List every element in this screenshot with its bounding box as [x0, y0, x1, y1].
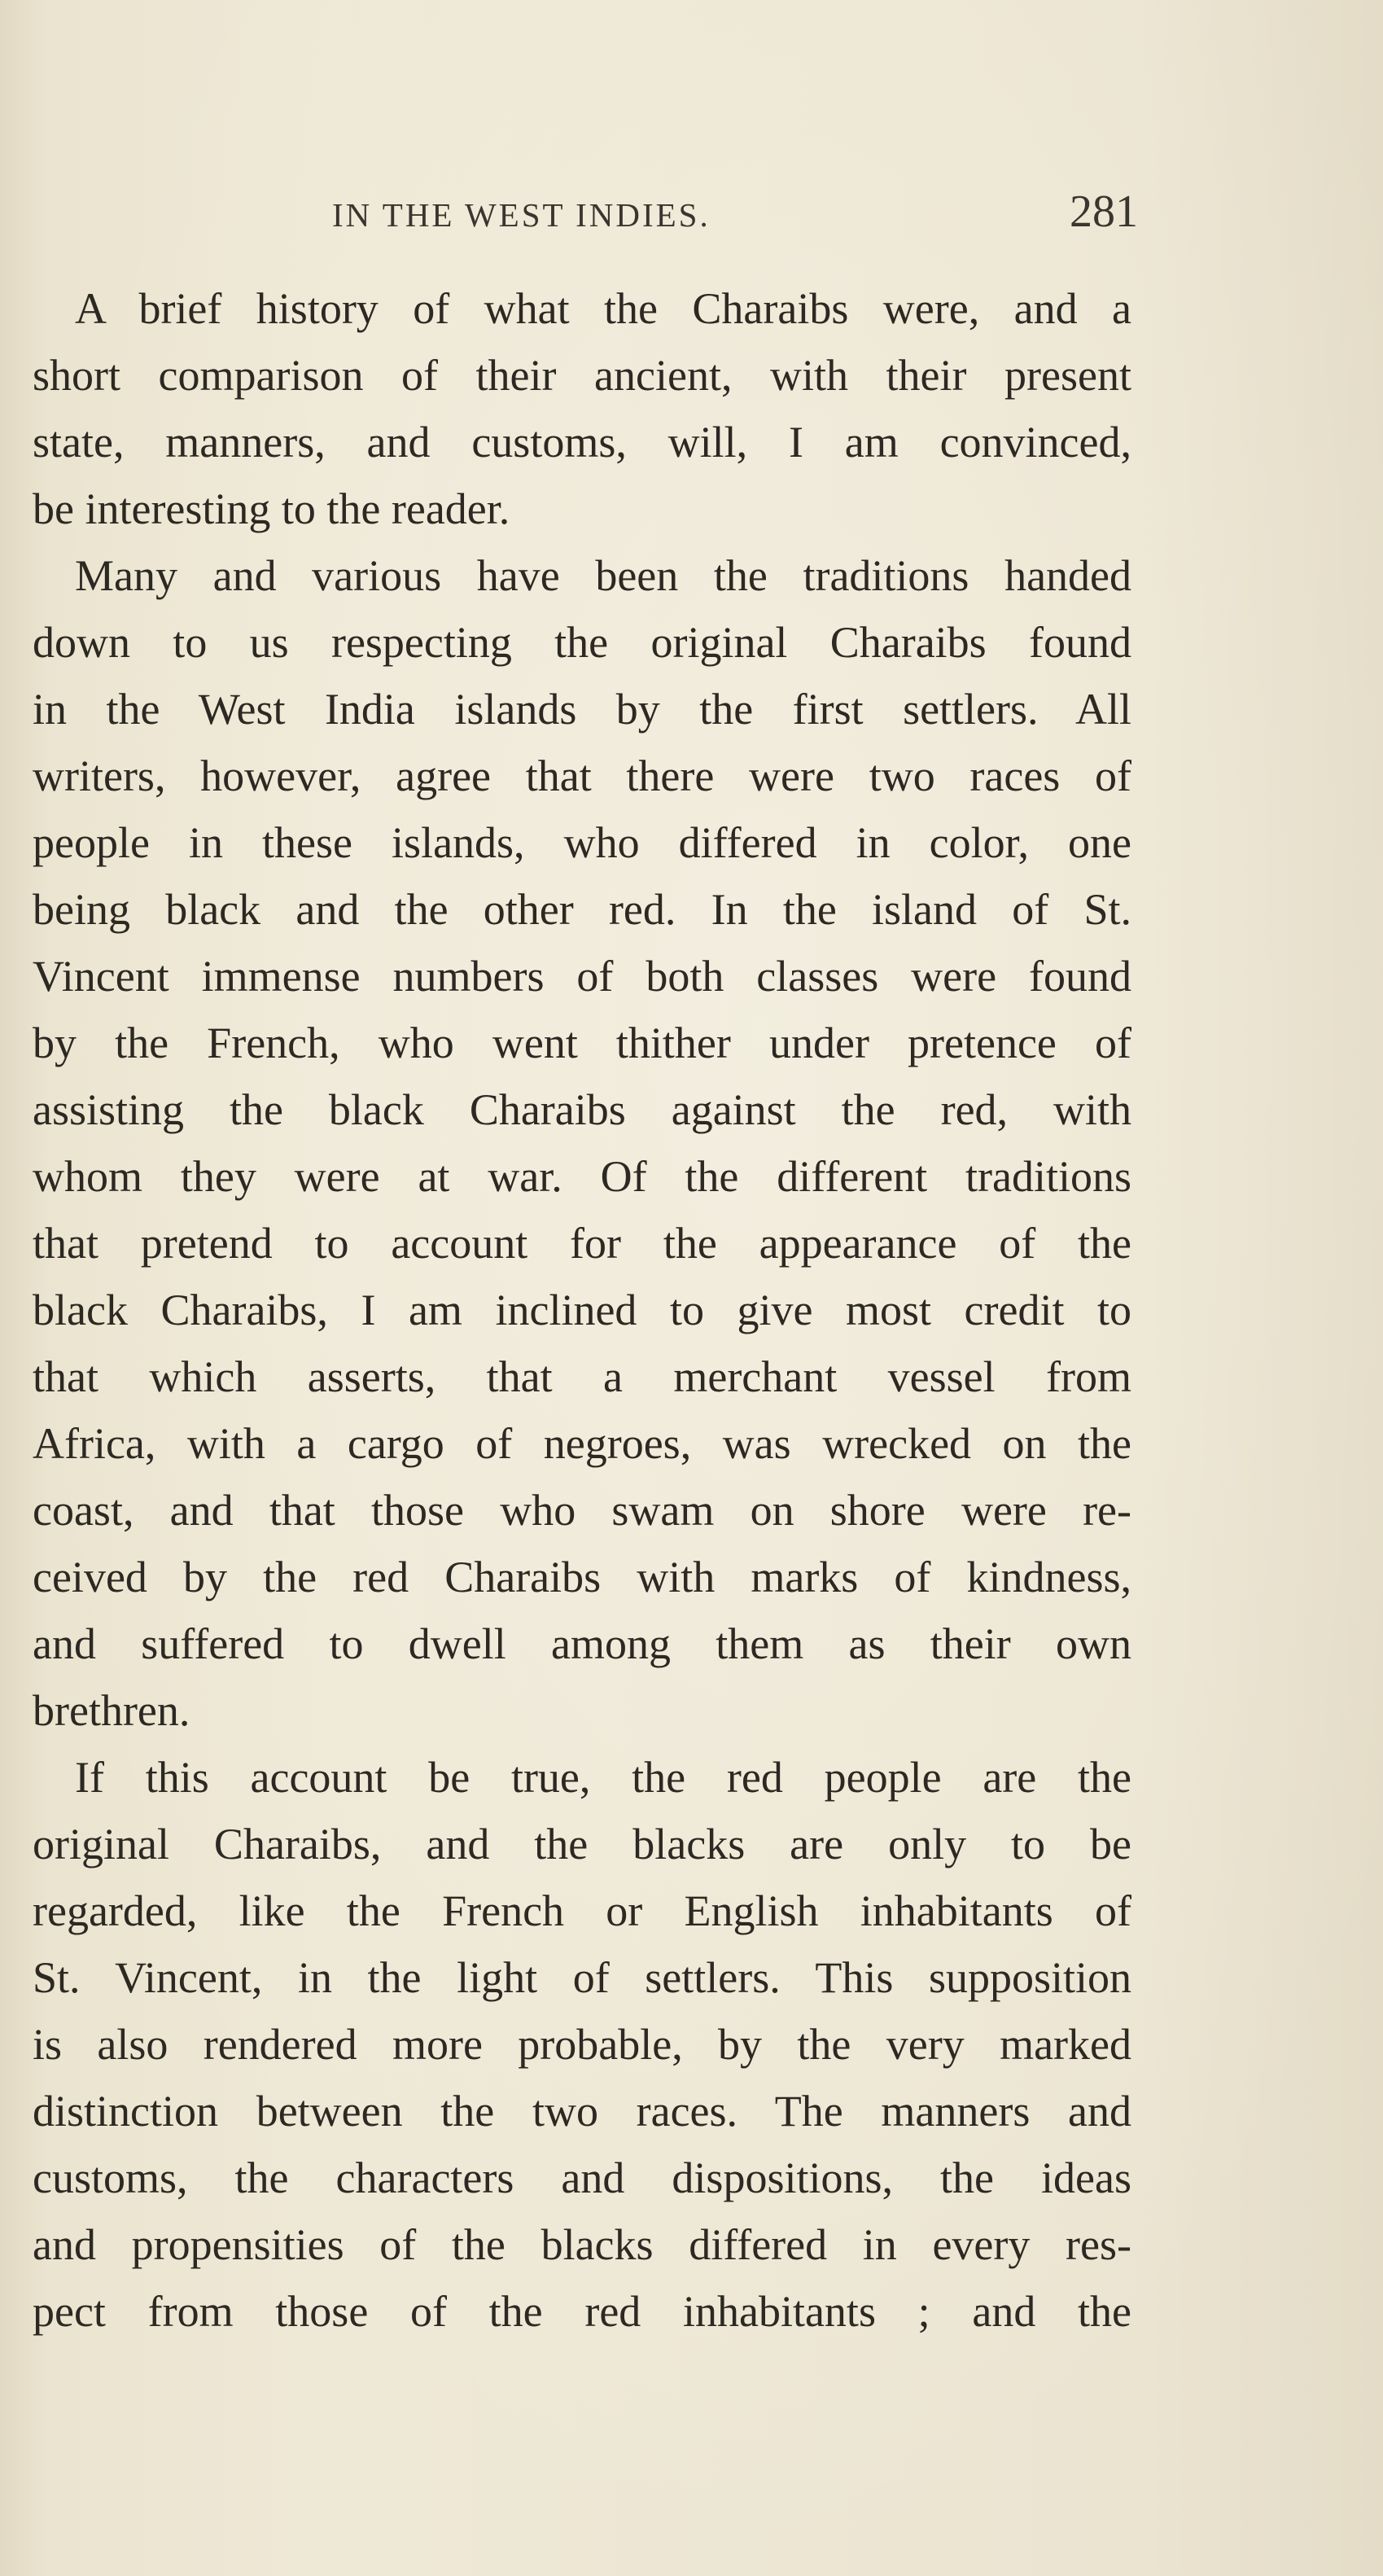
- text-line: ceived by the red Charaibs with marks of kindness,: [33, 1553, 1131, 1601]
- text-line: regarded, like the French or English inhabitants of: [33, 1886, 1131, 1935]
- body-text: [33, 275, 1131, 2345]
- text-line: distinction between the two races. The manners and: [33, 2087, 1131, 2136]
- text-line: and propensities of the blacks differed in every res-: [33, 2220, 1131, 2269]
- text-line: is also rendered more probable, by the very marked: [33, 2020, 1131, 2069]
- text-line: St. Vincent, in the light of settlers. This supposition: [33, 1953, 1131, 2002]
- text-line: A brief history of what the Charaibs were, and a: [75, 284, 1131, 333]
- text-line: in the West India islands by the first settlers. All: [33, 685, 1131, 734]
- text-line: Africa, with a cargo of negroes, was wrecked on the: [33, 1419, 1131, 1468]
- text-line: being black and the other red. In the island of St.: [33, 885, 1131, 934]
- text-line: that pretend to account for the appearance of the: [33, 1219, 1131, 1268]
- text-line: assisting the black Charaibs against the red, with: [33, 1085, 1131, 1134]
- text-line: pect from those of the red inhabitants ; and the: [33, 2287, 1131, 2336]
- text-line: Many and various have been the traditions handed: [75, 551, 1131, 600]
- text-line: that which asserts, that a merchant vessel from: [33, 1352, 1131, 1401]
- text-line: state, manners, and customs, will, I am convinced,: [33, 418, 1131, 467]
- text-line: Vincent immense numbers of both classes were found: [33, 952, 1131, 1001]
- text-line: whom they were at war. Of the different traditions: [33, 1152, 1131, 1201]
- text-line: down to us respecting the original Charaibs found: [33, 618, 1131, 667]
- text-line: and suffered to dwell among them as their own: [33, 1619, 1131, 1668]
- text-line: be interesting to the reader.: [33, 484, 510, 533]
- paragraph: [33, 1744, 1131, 2345]
- paragraph: [33, 542, 1131, 1744]
- page-number: 281: [1070, 186, 1138, 237]
- text-line: by the French, who went thither under pretence of: [33, 1019, 1131, 1067]
- text-line: If this account be true, the red people are the: [75, 1753, 1131, 1802]
- text-line: people in these islands, who differed in color, one: [33, 818, 1131, 867]
- paragraph: [33, 275, 1131, 542]
- text-line: customs, the characters and dispositions, the ideas: [33, 2153, 1131, 2202]
- text-line: short comparison of their ancient, with their present: [33, 351, 1131, 400]
- text-line: black Charaibs, I am inclined to give most credit to: [33, 1286, 1131, 1334]
- text-line: coast, and that those who swam on shore were re-: [33, 1486, 1131, 1535]
- text-line: brethren.: [33, 1686, 190, 1735]
- running-head-title: IN THE WEST INDIES.: [332, 196, 711, 234]
- running-head: [33, 186, 1138, 251]
- text-line: original Charaibs, and the blacks are only to be: [33, 1820, 1131, 1868]
- text-line: writers, however, agree that there were two races of: [33, 751, 1131, 800]
